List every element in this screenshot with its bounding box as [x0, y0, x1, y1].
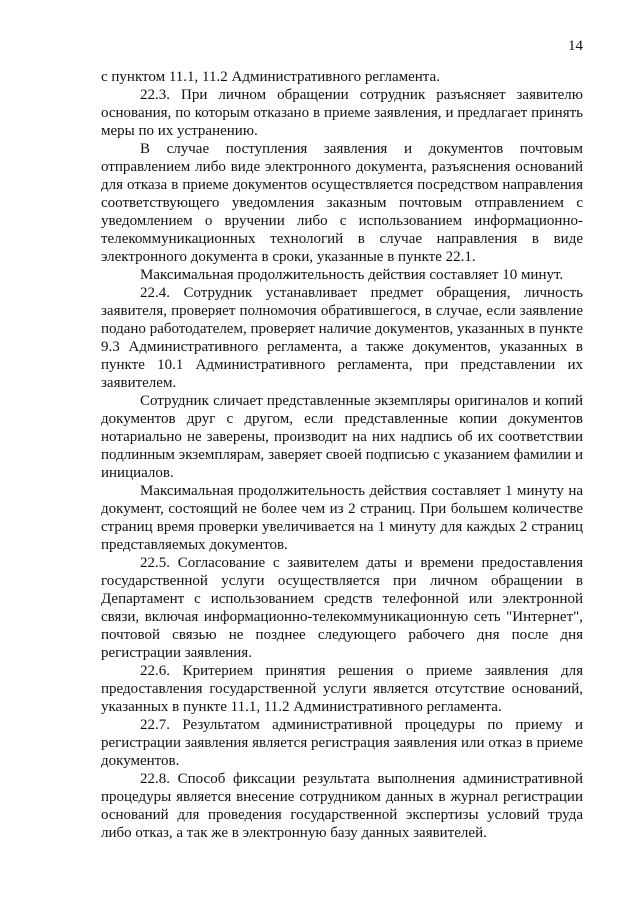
- paragraph-22-6: 22.6. Критерием принятия решения о приеме заявления для предоставления государственной услуги является отсутствие оснований, указанных в пункте 11.1, 11.2 Административного регламента.: [101, 663, 583, 715]
- paragraph-22-7: 22.7. Результатом административной процедуры по приему и регистрации заявления является регистрация заявления или отказ в приеме документов.: [101, 717, 583, 769]
- paragraph-copy-verification: Сотрудник сличает представленные экземпляры оригиналов и копий документов друг с другом, если представленные копии документов нотариально не заверены, производит на них надпись об их соответствии подлинным экземплярам, заверяет своей подписью с указанием фамилии и инициалов.: [101, 393, 583, 481]
- paragraph-continuation: с пунктом 11.1, 11.2 Административного регламента.: [101, 69, 440, 85]
- document-body: [101, 68, 583, 842]
- page-number: 14: [568, 38, 583, 54]
- paragraph-22-4: 22.4. Сотрудник устанавливает предмет обращения, личность заявителя, проверяет полномочия обратившегося, в случае, если заявление подано работодателем, проверяет наличие документов, указанных в пункте 9.3 Административного регламента, а также документов, указанных в пункте 10.1 Административного регламента, при представлении их заявителем.: [101, 285, 583, 391]
- paragraph-22-3: 22.3. При личном обращении сотрудник разъясняет заявителю основания, по которым отказано в приеме заявления, и предлагает принять меры по их устранению.: [101, 87, 583, 139]
- paragraph-22-8: 22.8. Способ фиксации результата выполнения административной процедуры является внесение сотрудником данных в журнал регистрации оснований для проведения государственной экспертизы условий труда либо отказ, а так же в электронную базу данных заявителей.: [101, 771, 583, 841]
- paragraph-postal-notice: В случае поступления заявления и документов почтовым отправлением либо виде электронного документа, разъяснения оснований для отказа в приеме документов осуществляется посредством направления соответствующего уведомления заказным почтовым отправлением с уведомлением о вручении либо с использованием информационно-телекоммуникационных технологий в случае направления в виде электронного документа в сроки, указанные в пункте 22.1.: [101, 141, 583, 265]
- paragraph-duration-10-min: Максимальная продолжительность действия составляет 10 минут.: [140, 267, 564, 283]
- paragraph-22-5: 22.5. Согласование с заявителем даты и времени предоставления государственной услуги осуществляется при личном обращении в Департамент с использованием средств телефонной или электронной связи, включая информационно-телекоммуникационную сеть "Интернет", почтовой связью не позднее следующего рабочего дня после дня регистрации заявления.: [101, 555, 583, 661]
- paragraph-duration-1-min: Максимальная продолжительность действия составляет 1 минуту на документ, состоящий не более чем из 2 страниц. При большем количестве страниц время проверки увеличивается на 1 минуту для каждых 2 страниц представляемых документов.: [101, 483, 583, 553]
